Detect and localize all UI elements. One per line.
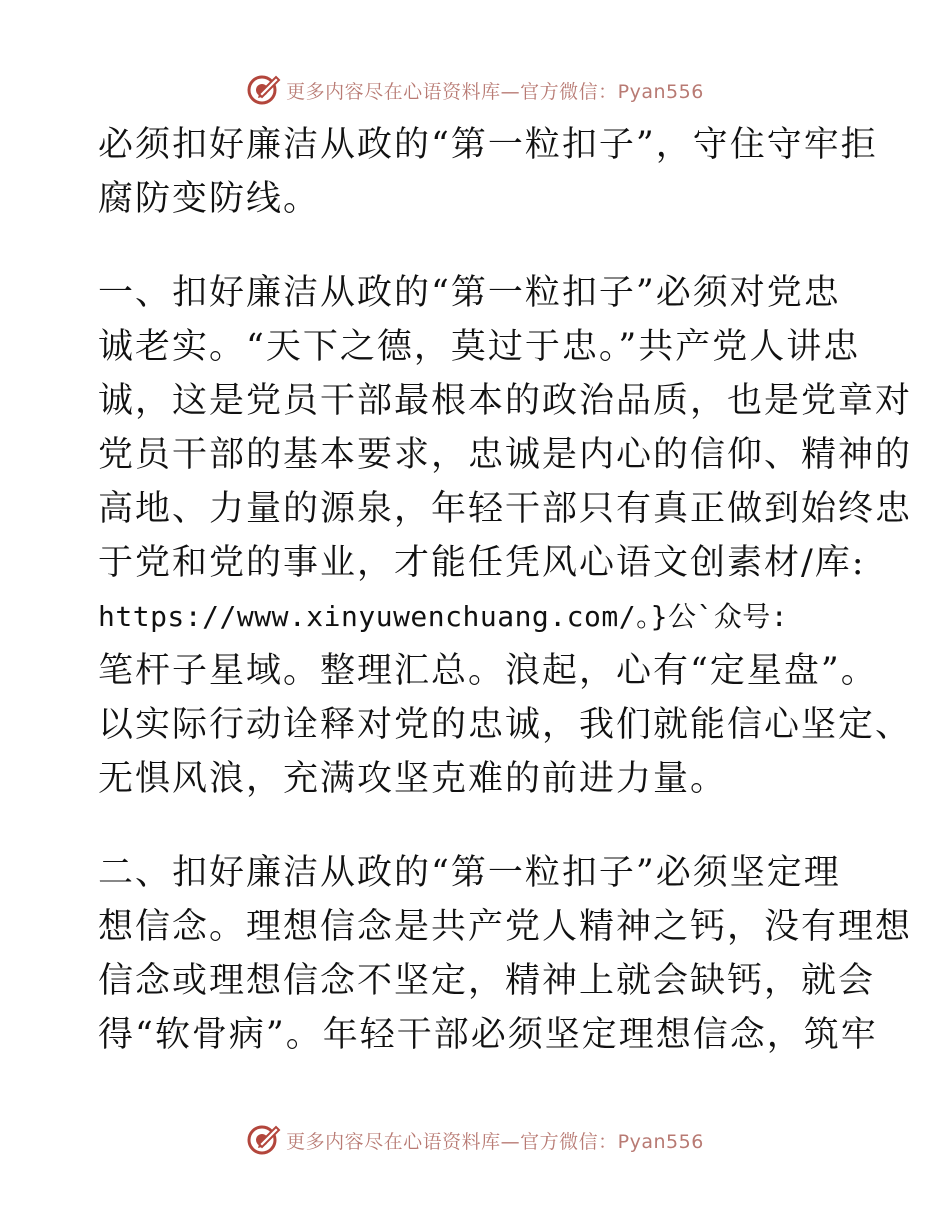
text-line: 必须扣好廉洁从政的“第一粒扣子”，守住守牢拒 [98, 125, 878, 165]
text-line: 诚，这是党员干部最根本的政治品质，也是党章对 [98, 381, 913, 421]
text-line: 党员干部的基本要求，忠诚是内心的信仰、精神的 [98, 435, 913, 475]
text-line: 想信念。理想信念是共产党人精神之钙，没有理想 [98, 907, 913, 947]
footer-banner-text: 更多内容尽在心语资料库—官方微信：Pyan556 [286, 1130, 704, 1153]
paragraph-section-two [98, 846, 913, 1062]
text-line: 无惧风浪，充满攻坚克难的前进力量。 [98, 759, 728, 799]
header-banner-text: 更多内容尽在心语资料库—官方微信：Pyan556 [286, 80, 704, 103]
pen-logo-icon [246, 1122, 282, 1158]
pen-logo-icon [246, 72, 282, 108]
paragraph-section-one [98, 266, 913, 806]
section-heading-line: 一、扣好廉洁从政的“第一粒扣子”必须对党忠 [98, 273, 841, 313]
text-line: 信念或理想信念不坚定，精神上就会缺钙，就会 [98, 961, 876, 1001]
footer-banner [0, 1120, 950, 1160]
text-line: 诚老实。“天下之德，莫过于忠。”共产党人讲忠 [98, 327, 861, 367]
text-line: 高地、力量的源泉，年轻干部只有真正做到始终忠 [98, 489, 913, 529]
document-body [98, 118, 913, 1062]
text-line: 得“软骨病”。年轻干部必须坚定理想信念，筑牢 [98, 1015, 878, 1055]
header-banner [0, 70, 950, 110]
text-line: 笔杆子星域。整理汇总。浪起，心有“定星盘”。 [98, 651, 878, 691]
url-line: https://www.xinyuwenchuang.com/。}公`众号: [98, 600, 789, 633]
text-line: 于党和党的事业，才能任凭风心语文创素材/库: [98, 543, 866, 583]
text-line: 以实际行动诠释对党的忠诚，我们就能信心坚定、 [98, 705, 913, 745]
paragraph-intro [98, 118, 878, 226]
text-line: 腐防变防线。 [98, 179, 321, 219]
section-heading-line: 二、扣好廉洁从政的“第一粒扣子”必须坚定理 [98, 853, 841, 893]
